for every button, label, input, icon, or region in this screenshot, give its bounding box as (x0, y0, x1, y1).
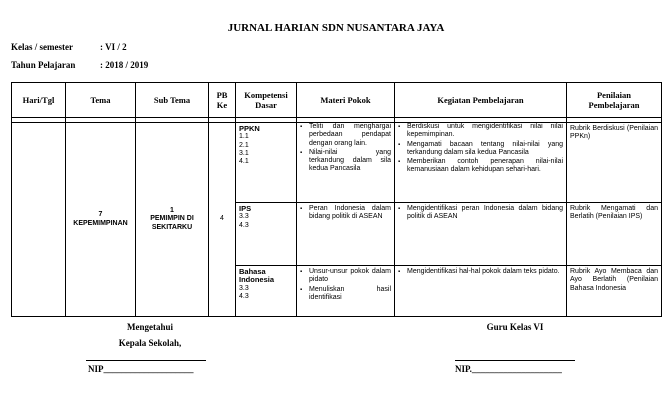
penilaian-cell (567, 203, 662, 266)
kd-item: 3.1 (239, 149, 249, 157)
list-item: ▪ Nilai-nilai yang terkandung dalam sila kedua Pancasila (309, 149, 391, 174)
header-kd (236, 83, 297, 118)
materi-cell (297, 123, 395, 203)
penilaian-text: Rubrik Mengamati dan Berlatih (Penilaian IPS) (570, 205, 658, 221)
penilaian-text: Rubrik Berdiskusi (Penilaian PPKn) (570, 125, 658, 141)
subject-name: IPS (239, 204, 252, 213)
list-item: ▪ Peran Indonesia dalam bidang politik di ASEAN (309, 205, 391, 222)
footer-mengetahui: Mengetahui (127, 322, 173, 332)
list-item: ▪ Mengidentifikasi peran Indonesia dalam bidang politik di ASEAN (407, 205, 563, 222)
header-pb-line2: Ke (216, 100, 228, 110)
kd-cell (236, 203, 297, 266)
header-hari: Hari/Tgl (12, 83, 66, 118)
subject-name: Bahasa Indonesia (239, 267, 275, 285)
footer-kepala-sekolah: Kepala Sekolah, (118, 338, 182, 348)
footer-guru-kelas: Guru Kelas VI (486, 322, 544, 332)
page-title: JURNAL HARIAN SDN NUSANTARA JAYA (227, 22, 445, 34)
tahun-label: Tahun Pelajaran (11, 60, 76, 70)
right-signature-line (455, 360, 575, 361)
list-item: ▪ Unsur-unsur pokok dalam pidato (309, 268, 391, 285)
penilaian-text: Rubrik Ayo Membaca dan Ayo Berlatih (Penilaian Bahasa Indonesia (570, 268, 658, 292)
kd-item: 2.1 (239, 141, 249, 149)
header-tema: Tema (66, 83, 136, 118)
header-materi: Materi Pokok (297, 83, 395, 118)
header-kd-line2: Dasar (255, 100, 277, 110)
header-kd-line1: Kompetensi (244, 90, 288, 100)
materi-cell (297, 266, 395, 317)
kd-item: 1.1 (239, 133, 249, 141)
kd-cell (236, 266, 297, 317)
kd-cell (236, 123, 297, 203)
list-item: ▪ Mengidentifikasi hal-hal pokok dalam teks pidato. (407, 268, 563, 276)
header-kegiatan: Kegiatan Pembelajaran (395, 83, 567, 118)
kegiatan-cell (395, 203, 567, 266)
kd-item: 3.3 (239, 213, 249, 221)
tahun-value: : 2018 / 2019 (100, 60, 149, 70)
subtema-cell (136, 123, 209, 317)
kd-item: 4.3 (239, 292, 249, 300)
header-pb-line1: PB (216, 90, 228, 100)
journal-table (11, 82, 662, 317)
footer-left-nip: NIP____________________ (88, 364, 194, 374)
list-item: ▪ Memberikan contoh penerapan nilai-nilai kemanusiaan dalam kehidupan sehari-hari. (407, 158, 563, 175)
header-penilaian-line2: Pembelajaran (588, 100, 640, 110)
subtema-name: PEMIMPIN DI SEKITARKU (150, 215, 194, 231)
table-row (12, 123, 662, 203)
tema-name: KEPEMIMPINAN (73, 219, 128, 227)
subject-name: PPKN (239, 124, 260, 133)
hari-cell (12, 123, 66, 317)
list-item: ▪ Berdiskusi untuk mengidentifikasi nilai nilai kepemimpinan. (407, 123, 563, 140)
materi-cell (297, 203, 395, 266)
kegiatan-cell (395, 123, 567, 203)
tema-cell (66, 123, 136, 317)
subtema-number: 1 (170, 207, 174, 215)
kegiatan-cell (395, 266, 567, 317)
tema-number: 7 (98, 211, 103, 219)
header-pb (209, 83, 236, 118)
header-row (12, 83, 662, 118)
header-penilaian (567, 83, 662, 118)
penilaian-cell (567, 123, 662, 203)
footer-right-nip: NIP.____________________ (455, 364, 562, 374)
list-item: ▪ Menuliskan hasil identifikasi (309, 286, 391, 303)
kelas-label: Kelas / semester (11, 42, 73, 52)
list-item: ▪ Teliti dan menghargai perbedaan pendapat dengan orang lain. (309, 123, 391, 148)
kd-item: 4.1 (239, 158, 249, 166)
pb-cell: 4 (209, 123, 236, 317)
kd-item: 3.3 (239, 284, 249, 292)
header-penilaian-line1: Penilaian (596, 90, 631, 100)
left-signature-line (86, 360, 206, 361)
header-subtema: Sub Tema (136, 83, 209, 118)
list-item: ▪ Mengamati bacaan tentang nilai-nilai yang terkandung dalam sila kedua Pancasila (407, 141, 563, 158)
penilaian-cell (567, 266, 662, 317)
kd-item: 4.3 (239, 221, 249, 229)
kelas-value: : VI / 2 (100, 42, 127, 52)
